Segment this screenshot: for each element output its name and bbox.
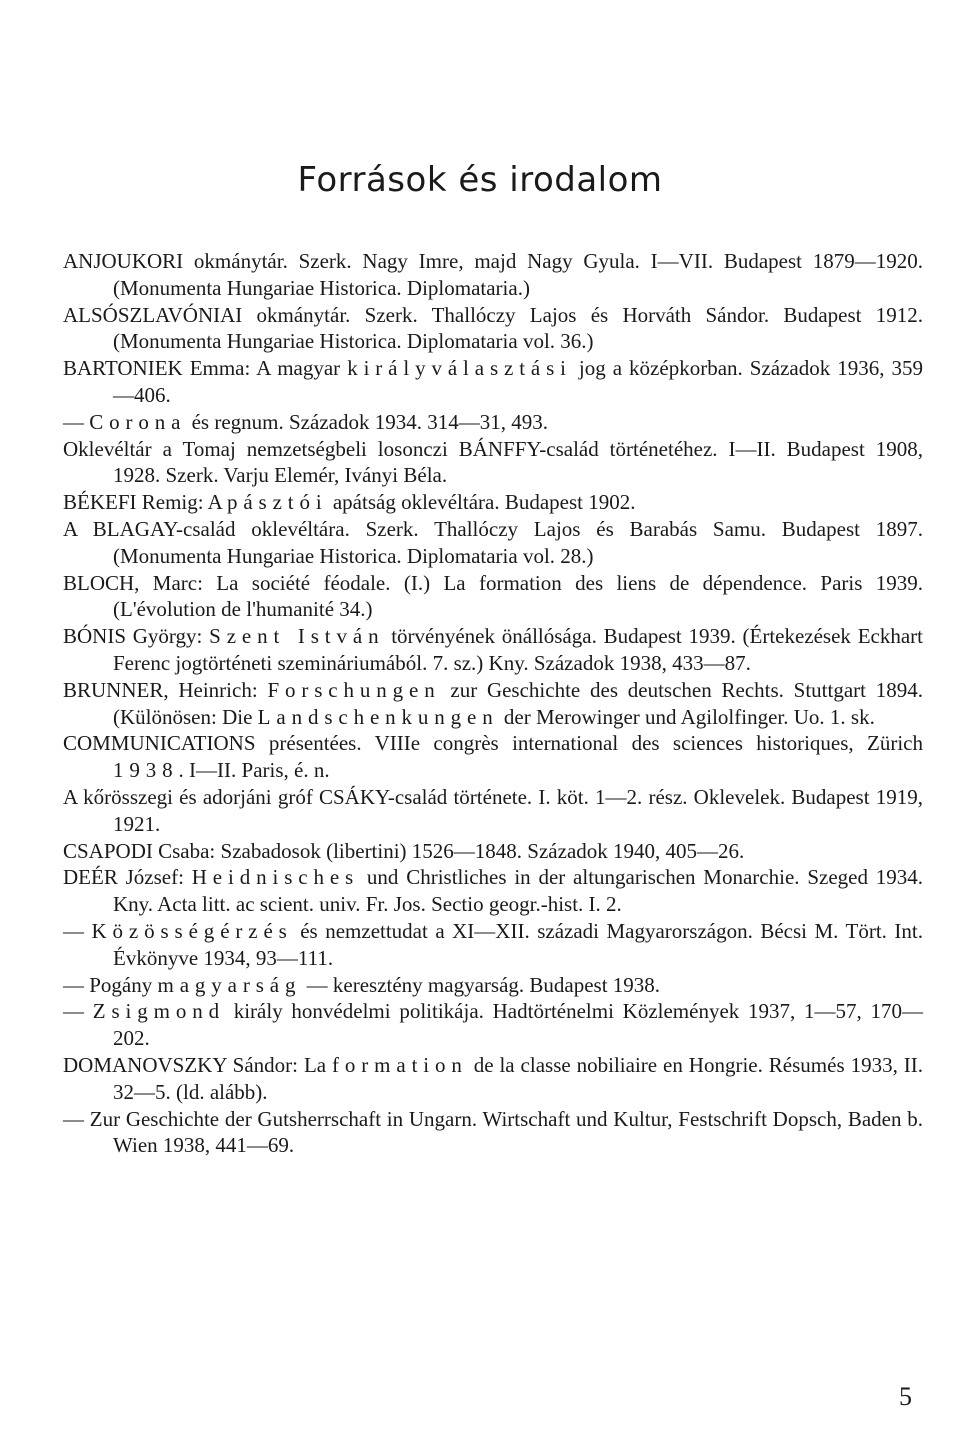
entry-text: oklevéltára. Szerk. Thallóczy Lajos és Barabás Samu. Budapest 1897. (Monumenta Hungariae Historica. Diplomataria vol. 28.) bbox=[113, 516, 923, 568]
bibliography-entry bbox=[63, 1052, 923, 1106]
bibliography-entry bbox=[63, 436, 923, 490]
bibliography-list bbox=[63, 248, 923, 1159]
entry-text: zur Geschichte des deutschen Rechts. Stuttgart 1894. (Különösen: Die bbox=[113, 677, 923, 729]
entry-text: jog a középkorban. Századok 1936, 359—406. bbox=[113, 356, 923, 407]
entry-spaced-word: Szent István bbox=[209, 624, 385, 649]
entry-pre: La bbox=[298, 1052, 333, 1077]
entry-text: de la classe nobiliaire en Hongrie. Résumés 1933, II. 32—5. (ld. alább). bbox=[113, 1052, 923, 1104]
bibliography-entry bbox=[63, 489, 923, 516]
entry-pre: A magyar bbox=[250, 356, 348, 381]
bibliography-entry bbox=[63, 516, 923, 570]
entry-author: A kőrösszegi bbox=[63, 784, 173, 809]
entry-author: Oklevéltár bbox=[63, 436, 152, 461]
entry-spaced-word: magyarság bbox=[157, 972, 302, 997]
entry-author: BÓNIS György: bbox=[63, 624, 203, 649]
entry-author: BLOCH, Marc: bbox=[63, 570, 203, 595]
entry-spaced-word: királyválasztási bbox=[347, 356, 572, 381]
bibliography-entry bbox=[63, 1106, 923, 1160]
entry-text: okmánytár. Szerk. Nagy Imre, majd Nagy Gyula. I—VII. Budapest 1879—1920. (Monumenta Hungariae Historica. Diplomataria.) bbox=[113, 249, 923, 300]
entry-pre bbox=[258, 678, 268, 702]
entry-text: — keresztény magyarság. Budapest 1938. bbox=[301, 972, 661, 997]
entry-text: király honvédelmi politikája. Hadtörténelmi Közlemények 1937, 1—57, 170—202. bbox=[113, 999, 924, 1051]
bibliography-entry bbox=[63, 972, 923, 999]
entry-pre: Pogány bbox=[84, 972, 158, 997]
entry-spaced-word: Forschungen bbox=[267, 677, 441, 702]
bibliography-entry bbox=[63, 838, 923, 865]
entry-text: der Merowinger und Agilolfinger. Uo. 1. sk. bbox=[498, 704, 875, 729]
entry-text: törvényének önállósága. Budapest 1939. (Értekezések Eckhart Ferenc jogtörténeti szemináriumából. 7. sz.) Kny. Századok 1938, 433—87. bbox=[113, 624, 923, 675]
entry-author: DOMANOVSZKY Sándor: bbox=[63, 1052, 298, 1077]
entry-text: Szabadosok (libertini) 1526—1848. Századok 1940, 405—26. bbox=[215, 838, 745, 863]
entry-text: okmánytár. Szerk. Thallóczy Lajos és Horváth Sándor. Budapest 1912. (Monumenta Hungariae Historica. Diplomataria vol. 36.) bbox=[113, 302, 923, 354]
entry-text: La société féodale. (I.) La formation des liens de dépendence. Paris 1939. (L'évolution de l'humanité 34.) bbox=[113, 570, 923, 622]
entry-text: a Tomaj nemzetségbeli losonczi BÁNFFY-család történetéhez. I—II. Budapest 1908, 1928. Szerk. Varju Elemér, Iványi Béla. bbox=[113, 436, 923, 488]
entry-author: — bbox=[63, 999, 84, 1024]
entry-text: apátság oklevéltára. Budapest 1902. bbox=[327, 490, 636, 515]
entry-pre bbox=[184, 865, 192, 889]
entry-author: — bbox=[63, 972, 84, 997]
entry-text: Zur Geschichte der Gutsherrschaft in Ungarn. Wirtschaft und Kultur, Festschrift Dopsch, Baden b. Wien 1938, 441—69. bbox=[84, 1106, 923, 1158]
entry-author: — bbox=[63, 918, 84, 943]
bibliography-entry bbox=[63, 248, 923, 302]
bibliography-entry bbox=[63, 918, 923, 972]
entry-spaced-word: Heidnisches bbox=[191, 865, 360, 890]
entry-text: és regnum. Századok 1934. 314—31, 493. bbox=[186, 409, 548, 434]
bibliography-entry bbox=[63, 864, 923, 918]
entry-author: A BLAGAY-család bbox=[63, 516, 236, 541]
entry-author: ANJOUKORI bbox=[63, 249, 184, 273]
bibliography-entry bbox=[63, 409, 923, 436]
entry-spaced-word: formation bbox=[332, 1052, 468, 1077]
entry-pre bbox=[84, 919, 92, 943]
bibliography-entry bbox=[63, 623, 923, 677]
bibliography-entry bbox=[63, 730, 923, 784]
page-number: 5 bbox=[899, 1382, 912, 1411]
entry-author: BRUNNER, Heinrich: bbox=[63, 677, 258, 702]
entry-text: und Christliches in der altungarischen Monarchie. Szeged 1934. Kny. Acta litt. ac scient. univ. Fr. Jos. Sectio geogr.-hist. I. 2. bbox=[113, 865, 924, 917]
bibliography-entry bbox=[63, 355, 923, 409]
entry-author: COMMUNICATIONS bbox=[63, 731, 256, 756]
entry-text: és adorjáni gróf CSÁKY-család története. I. köt. 1—2. rész. Oklevelek. Budapest 1919, 1921. bbox=[113, 784, 923, 836]
entry-author: — bbox=[63, 409, 84, 434]
entry-spaced-word: Corona bbox=[89, 409, 187, 434]
entry-author: CSAPODI Csaba: bbox=[63, 838, 216, 863]
entry-spaced-word: Landschenkungen bbox=[257, 704, 499, 729]
bibliography-entry bbox=[63, 998, 923, 1052]
entry-pre bbox=[84, 999, 93, 1023]
entry-text: présentées. VIIIe congrès international des sciences historiques, Zürich bbox=[255, 731, 923, 756]
entry-author: ALSÓSZLAVÓNIAI bbox=[63, 302, 243, 327]
bibliography-entry bbox=[63, 302, 923, 356]
entry-spaced-word: 1938 bbox=[113, 758, 179, 783]
entry-author: BARTONIEK Emma: bbox=[63, 356, 251, 381]
entry-author: DEÉR József: bbox=[63, 865, 184, 890]
bibliography-entry bbox=[63, 570, 923, 624]
entry-spaced-word: pásztói bbox=[226, 490, 328, 515]
entry-author: BÉKEFI Remig: bbox=[63, 490, 204, 515]
bibliography-entry bbox=[63, 677, 923, 731]
entry-text: . I—II. Paris, é. n. bbox=[178, 758, 330, 783]
entry-text: és nemzettudat a XI—XII. századi Magyarországon. Bécsi M. Tört. Int. Évkönyve 1934, 93—111. bbox=[113, 918, 923, 970]
entry-author: — bbox=[63, 1106, 84, 1131]
entry-spaced-word: Közösségérzés bbox=[91, 918, 293, 943]
entry-pre: A bbox=[203, 490, 227, 515]
entry-spaced-word: Zsigmond bbox=[92, 999, 225, 1024]
bibliography-entry bbox=[63, 784, 923, 838]
page-title: Források és irodalom bbox=[297, 160, 663, 200]
